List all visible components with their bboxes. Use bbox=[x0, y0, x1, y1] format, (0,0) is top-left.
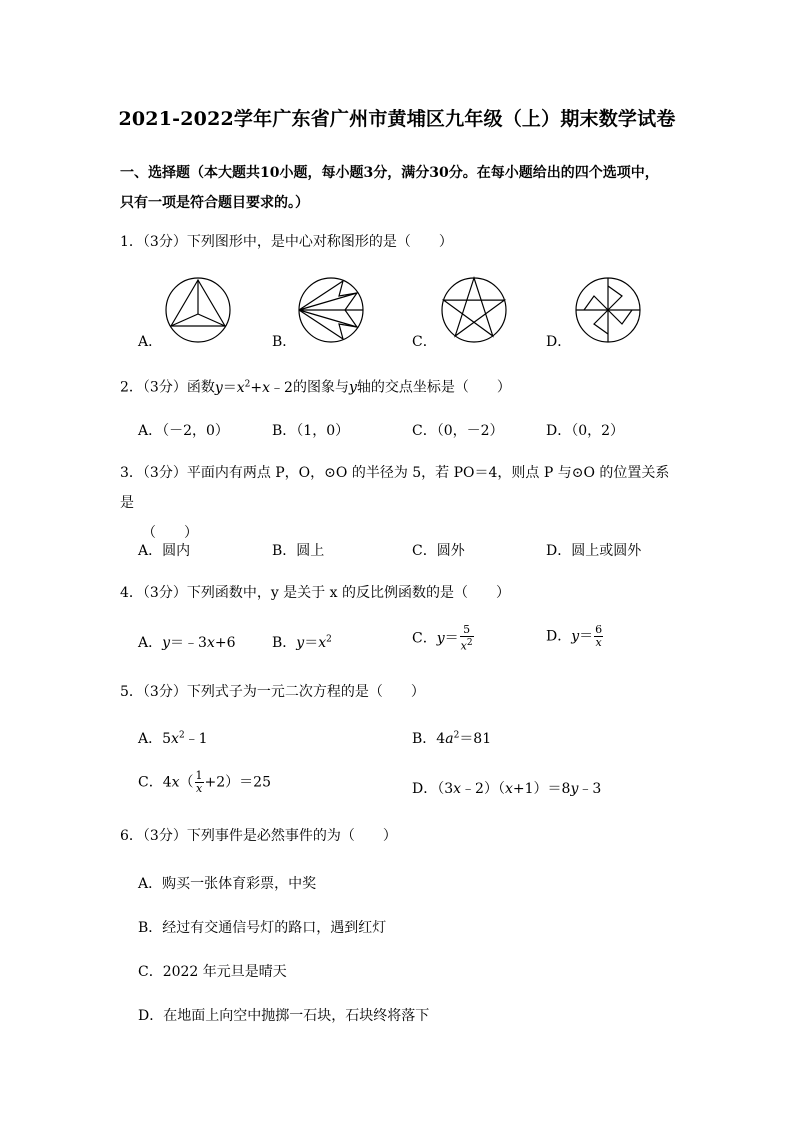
q2-option-a: A．（－2，0） bbox=[138, 423, 229, 439]
q5-option-c: C．4x（ $\frac{1}{x}$ +2）＝25 bbox=[138, 769, 271, 795]
q2-option-c: C．（0，－2） bbox=[412, 423, 504, 439]
question-2-stem bbox=[120, 369, 680, 403]
q3-option-c: C．圆外 bbox=[412, 543, 465, 559]
question-3-stem bbox=[120, 458, 680, 548]
q1-option-c: C． bbox=[412, 334, 437, 350]
q4-option-b: B．$y=x^2$ bbox=[272, 634, 332, 651]
q5-option-a: A．$5x^2﹣1$ bbox=[138, 730, 208, 747]
q3-stem-line-1: 3．（3分）平面内有两点 P，O，⊙O 的半径为 5，若 PO＝4，则点 P 与⊙O 的位置关系是 bbox=[120, 465, 670, 511]
q4-option-a-label: A． bbox=[138, 635, 163, 651]
q2-option-d: D．（0，2） bbox=[546, 423, 625, 439]
q6-option-b: B．经过有交通信号灯的路口，遇到红灯 bbox=[138, 920, 387, 936]
q1-option-a: A． bbox=[138, 334, 163, 350]
q3-option-b: B．圆上 bbox=[272, 543, 325, 559]
q5-option-b-label: B． bbox=[412, 731, 437, 747]
question-4-stem: 4．（3分）下列函数中，y 是关于 x 的反比例函数的是（ ） bbox=[120, 585, 510, 601]
q2-stem-suffix: 的图象与 bbox=[292, 379, 349, 396]
question-6-stem: 6．（3分）下列事件是必然事件的为（ ） bbox=[120, 828, 397, 844]
section-heading bbox=[120, 158, 680, 218]
section-line-2: 只有一项是符合题目要求的。） bbox=[120, 195, 309, 211]
q2-stem-end: 轴的交点坐标是（ ） bbox=[356, 379, 511, 396]
q4-option-c-label: C． bbox=[412, 630, 437, 647]
q5-option-d: D．（3x﹣2）（x+1）＝8y﹣3 bbox=[412, 781, 602, 797]
circle-fan-icon bbox=[297, 276, 365, 344]
q5-option-d-label: D． bbox=[412, 781, 438, 797]
q4-option-a: A．y＝﹣3x+6 bbox=[138, 635, 236, 651]
circle-pinwheel-icon bbox=[574, 276, 642, 344]
q5-option-b: B．$4a^2=81$ bbox=[412, 730, 492, 747]
page-title: 2021-2022学年广东省广州市黄埔区九年级（上）期末数学试卷 bbox=[118, 108, 676, 130]
q1-option-d: D． bbox=[546, 334, 572, 350]
question-1-stem: 1．（3分）下列图形中，是中心对称图形的是（ ） bbox=[120, 234, 453, 250]
q3-option-a: A．圆内 bbox=[138, 543, 191, 559]
q1-option-b: B． bbox=[272, 334, 297, 350]
q5-option-c-label: C． bbox=[138, 774, 163, 791]
q6-option-d: D．在地面上向空中抛掷一石块，石块终将落下 bbox=[138, 1008, 430, 1024]
q4-option-c: C．y＝ $\frac{5}{x^2}$ bbox=[412, 623, 473, 653]
q4-option-b-label: B． bbox=[272, 635, 297, 651]
circle-star-icon bbox=[440, 276, 508, 344]
question-5-stem: 5．（3分）下列式子为一元二次方程的是（ ） bbox=[120, 684, 425, 700]
q4-option-d-label: D． bbox=[546, 628, 572, 645]
q6-option-c: C．2022 年元旦是晴天 bbox=[138, 964, 287, 980]
q5-option-a-label: A． bbox=[138, 731, 163, 747]
q2-stem-prefix: 2．（3分）函数 bbox=[120, 379, 215, 396]
q3-stem-line-2: （ ） bbox=[142, 525, 198, 541]
q4-option-d: D．y＝ $\frac{6}{x}$ bbox=[546, 623, 603, 649]
q2-axis-var: y bbox=[348, 379, 357, 396]
q2-function-formula: $y=x^2+x﹣2$ bbox=[214, 379, 293, 396]
q3-option-d: D．圆上或圆外 bbox=[546, 543, 642, 559]
q2-option-b: B．（1，0） bbox=[272, 423, 350, 439]
q6-option-a: A．购买一张体育彩票，中奖 bbox=[138, 876, 317, 892]
circle-triangle-icon bbox=[164, 276, 232, 344]
section-line-1: 一、选择题（本大题共10小题，每小题3分，满分30分。在每小题给出的四个选项中， bbox=[120, 165, 659, 181]
